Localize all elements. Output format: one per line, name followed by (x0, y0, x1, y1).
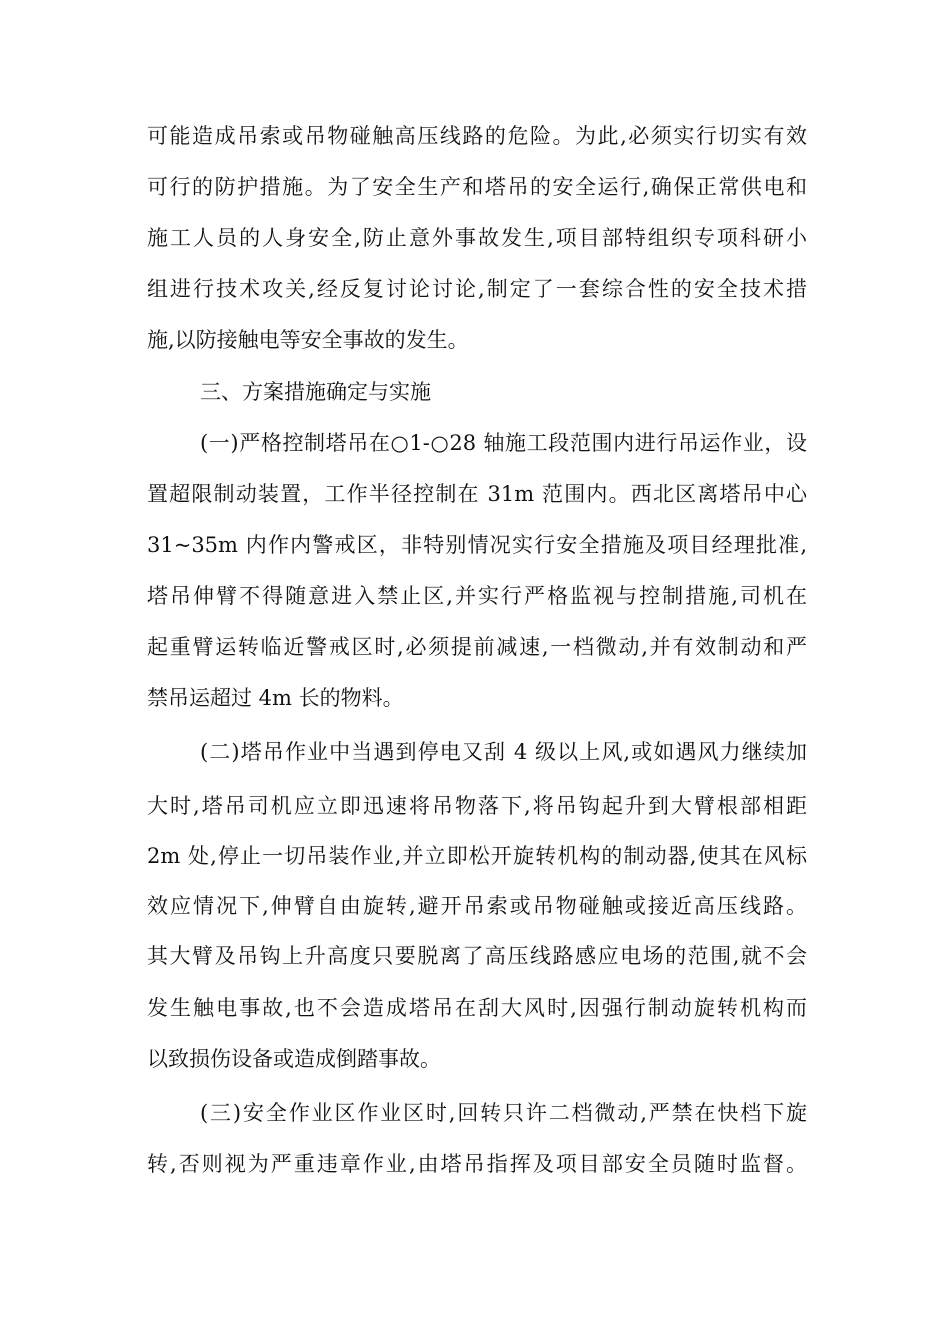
body-text-line: 2m 处,停止一切吊装作业,并立即松开旋转机构的制动器,使其在风标 (147, 844, 807, 868)
body-text-line: 31~35m 内作内警戒区，非特别情况实行安全措施及项目经理批准, (147, 533, 807, 557)
body-text-line: 转,否则视为严重违章作业,由塔吊指挥及项目部安全员随时监督。 (147, 1152, 807, 1176)
body-text-line: 以致损伤设备或造成倒踏事故。 (147, 1047, 441, 1071)
body-text-line: 置超限制动装置，工作半径控制在 31m 范围内。西北区离塔吊中心 (147, 482, 807, 506)
body-text-line: 效应情况下,伸臂自由旋转,避开吊索或吊物碰触或接近高压线路。 (147, 894, 807, 918)
body-text-line: (二)塔吊作业中当遇到停电又刮 4 级以上风,或如遇风力继续加 (200, 740, 807, 764)
body-text-line: 起重臂运转临近警戒区时,必须提前减速,一档微动,并有效制动和严 (147, 635, 807, 659)
body-text-line: (一)严格控制塔吊在○1-○28 轴施工段范围内进行吊运作业，设 (200, 431, 807, 455)
body-text-line: 组进行技术攻关,经反复讨论讨论,制定了一套综合性的安全技术措 (147, 277, 807, 301)
body-text-line: 施,以防接触电等安全事故的发生。 (147, 328, 469, 352)
body-text-line: 塔吊伸臂不得随意进入禁止区,并实行严格监视与控制措施,司机在 (147, 584, 807, 608)
body-text-line: 禁吊运超过 4m 长的物料。 (147, 686, 404, 710)
body-text-line: 可能造成吊索或吊物碰触高压线路的危险。为此,必须实行切实有效 (147, 124, 807, 148)
section-heading: 三、方案措施确定与实施 (200, 380, 431, 404)
body-text-line: 大时,塔吊司机应立即迅速将吊物落下,将吊钩起升到大臂根部相距 (147, 794, 807, 818)
body-text-line: 施工人员的人身安全,防止意外事故发生,项目部特组织专项科研小 (147, 226, 807, 250)
body-text-line: (三)安全作业区作业区时,回转只许二档微动,严禁在快档下旋 (200, 1101, 807, 1125)
body-text-line: 其大臂及吊钩上升高度只要脱离了高压线路感应电场的范围,就不会 (147, 944, 807, 968)
body-text-line: 可行的防护措施。为了安全生产和塔吊的安全运行,确保正常供电和 (147, 175, 807, 199)
body-text-line: 发生触电事故,也不会造成塔吊在刮大风时,因强行制动旋转机构而 (147, 996, 807, 1020)
